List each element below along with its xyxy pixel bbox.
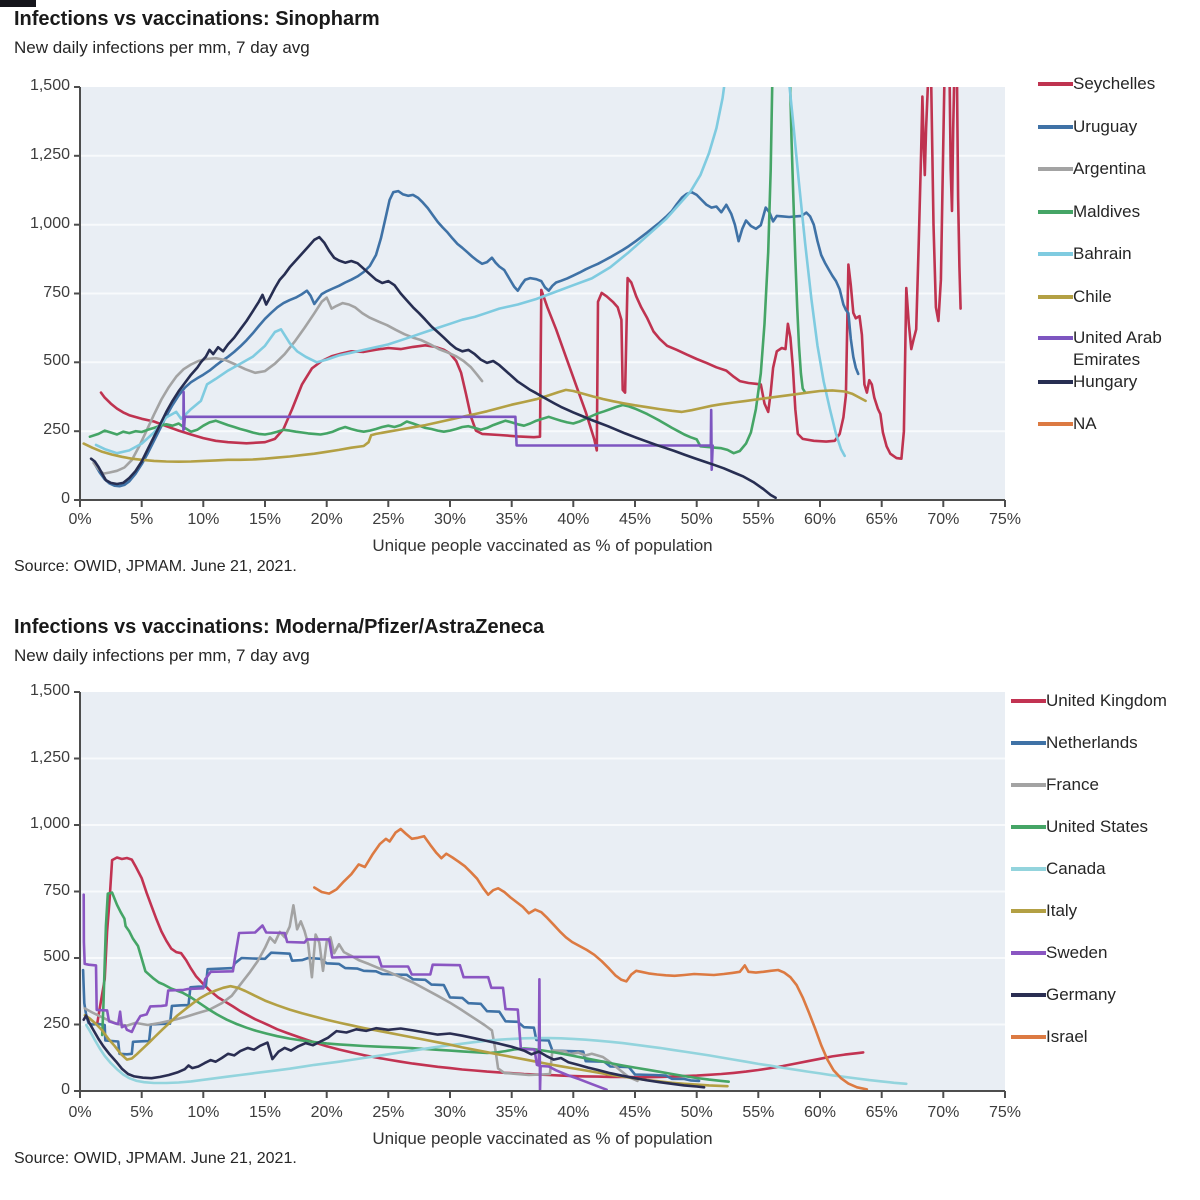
- x-tick-label-1-2: 10%: [187, 1104, 220, 1121]
- x-tick-label-0-11: 55%: [742, 511, 775, 528]
- legend-item-italy: [1011, 899, 1077, 923]
- y-tick-label-1-2: 500: [43, 948, 70, 965]
- x-tick-label-0-5: 25%: [372, 511, 405, 528]
- x-tick-label-0-10: 50%: [680, 511, 713, 528]
- x-tick-label-0-4: 20%: [310, 511, 343, 528]
- legend-label: Bahrain: [1073, 244, 1132, 263]
- x-tick-label-0-12: 60%: [803, 511, 837, 528]
- x-tick-label-1-10: 50%: [680, 1104, 713, 1121]
- legend-label: Canada: [1046, 859, 1106, 878]
- legend-label: United Kingdom: [1046, 691, 1167, 710]
- x-tick-label-1-3: 15%: [248, 1104, 282, 1121]
- chart-subtitle-sinopharm: New daily infections per mm, 7 day avg: [14, 38, 310, 57]
- legend-swatch-icon: [1011, 1035, 1046, 1039]
- chart-title-sinopharm: Infections vs vaccinations: Sinopharm: [14, 8, 380, 30]
- legend-label: Argentina: [1073, 159, 1146, 178]
- legend-item-germany: [1011, 983, 1116, 1007]
- screenshot-crop-artifact: [0, 0, 36, 7]
- legend-label: Netherlands: [1046, 733, 1138, 752]
- legend-label: Italy: [1046, 901, 1078, 920]
- legend-swatch-icon: [1011, 867, 1046, 871]
- legend-item-bahrain: [1038, 242, 1132, 266]
- x-tick-label-1-12: 60%: [803, 1104, 837, 1121]
- x-tick-label-1-9: 45%: [618, 1104, 652, 1121]
- y-tick-label-0-1: 250: [43, 421, 70, 439]
- chart-canvas-0: [60, 81, 1020, 516]
- legend-label: Chile: [1073, 287, 1112, 306]
- x-tick-label-1-11: 55%: [742, 1104, 775, 1121]
- legend-item-argentina: [1038, 157, 1146, 181]
- x-tick-label-0-0: 0%: [68, 511, 92, 528]
- legend-swatch-icon: [1038, 82, 1073, 86]
- x-tick-label-0-6: 30%: [433, 511, 467, 528]
- legend-swatch-icon: [1011, 951, 1046, 955]
- y-tick-label-0-4: 1,000: [29, 214, 70, 232]
- legend-swatch-icon: [1011, 993, 1046, 997]
- legend-swatch-icon: [1038, 295, 1073, 299]
- legend-item-chile: [1038, 285, 1112, 309]
- legend-item-na: [1038, 412, 1097, 436]
- chart-subtitle-mrna: New daily infections per mm, 7 day avg: [14, 646, 310, 665]
- legend-item-israel: [1011, 1025, 1088, 1049]
- legend-item-united-kingdom: [1011, 689, 1167, 713]
- legend-label: Seychelles: [1073, 74, 1156, 93]
- legend-swatch-icon: [1038, 167, 1073, 171]
- x-tick-label-0-9: 45%: [618, 511, 652, 528]
- x-tick-label-0-14: 70%: [927, 511, 960, 528]
- x-tick-label-0-2: 10%: [187, 511, 220, 528]
- x-axis-label-mrna: Unique people vaccinated as % of population: [372, 1129, 713, 1148]
- legend-swatch-icon: [1011, 741, 1046, 745]
- y-tick-label-1-5: 1,250: [29, 748, 70, 766]
- legend-label: United Arab Emirates: [1073, 328, 1162, 369]
- x-tick-label-0-3: 15%: [248, 511, 282, 528]
- x-tick-label-1-13: 65%: [865, 1104, 898, 1121]
- x-tick-label-0-7: 35%: [495, 511, 528, 528]
- legend-swatch-icon: [1038, 380, 1073, 384]
- legend-swatch-icon: [1038, 125, 1073, 129]
- y-tick-label-0-3: 750: [43, 283, 70, 301]
- y-tick-label-1-0: 0: [61, 1081, 70, 1098]
- x-tick-label-1-4: 20%: [310, 1104, 343, 1121]
- legend-label: France: [1046, 775, 1099, 794]
- legend-item-canada: [1011, 857, 1106, 881]
- y-tick-label-1-3: 750: [43, 881, 70, 899]
- x-tick-label-0-13: 65%: [865, 511, 898, 528]
- legend-item-united-states: [1011, 815, 1148, 839]
- x-tick-label-0-15: 75%: [988, 511, 1022, 528]
- legend-label: Sweden: [1046, 943, 1108, 962]
- x-tick-label-0-8: 40%: [557, 511, 590, 528]
- legend-swatch-icon: [1011, 909, 1046, 913]
- legend-item-seychelles: [1038, 72, 1155, 96]
- legend-label: Hungary: [1073, 372, 1138, 391]
- y-tick-label-1-6: 1,500: [29, 682, 70, 699]
- legend-item-netherlands: [1011, 731, 1138, 755]
- legend-item-united-arab-emirates: [1038, 327, 1185, 371]
- x-tick-label-0-1: 5%: [130, 511, 154, 528]
- legend-item-maldives: [1038, 200, 1140, 224]
- legend-label: Maldives: [1073, 202, 1141, 221]
- legend-swatch-icon: [1038, 336, 1073, 340]
- legend-swatch-icon: [1038, 422, 1073, 426]
- legend-label: United States: [1046, 817, 1149, 836]
- y-tick-label-0-0: 0: [61, 490, 70, 507]
- legend-item-sweden: [1011, 941, 1107, 965]
- y-tick-label-0-5: 1,250: [29, 145, 70, 163]
- legend-swatch-icon: [1011, 783, 1046, 787]
- legend-label: NA: [1073, 414, 1097, 433]
- x-tick-label-1-1: 5%: [130, 1104, 154, 1121]
- x-tick-label-1-8: 40%: [557, 1104, 590, 1121]
- x-axis-label-sinopharm: Unique people vaccinated as % of population: [372, 536, 713, 555]
- y-tick-label-0-2: 500: [43, 352, 70, 370]
- chart-title-mrna: Infections vs vaccinations: Moderna/Pfizer/AstraZeneca: [14, 616, 545, 638]
- legend-label: Germany: [1046, 985, 1116, 1004]
- y-tick-label-0-6: 1,500: [29, 77, 70, 94]
- x-tick-label-1-5: 25%: [372, 1104, 405, 1121]
- legend-swatch-icon: [1011, 825, 1046, 829]
- legend-item-france: [1011, 773, 1099, 797]
- legend-label: Uruguay: [1073, 117, 1138, 136]
- legend-item-uruguay: [1038, 115, 1137, 139]
- x-tick-label-1-0: 0%: [68, 1104, 92, 1121]
- x-tick-label-1-14: 70%: [927, 1104, 960, 1121]
- x-tick-label-1-7: 35%: [495, 1104, 528, 1121]
- y-tick-label-1-1: 250: [43, 1014, 70, 1032]
- y-tick-label-1-4: 1,000: [29, 815, 70, 832]
- legend-swatch-icon: [1038, 252, 1073, 256]
- x-tick-label-1-6: 30%: [433, 1104, 467, 1121]
- legend-swatch-icon: [1011, 699, 1046, 703]
- source-note-sinopharm: Source: OWID, JPMAM. June 21, 2021.: [14, 558, 297, 575]
- legend-label: Israel: [1046, 1027, 1088, 1046]
- x-tick-label-1-15: 75%: [988, 1104, 1022, 1121]
- source-note-mrna: Source: OWID, JPMAM. June 21, 2021.: [14, 1150, 297, 1167]
- legend-swatch-icon: [1038, 210, 1073, 214]
- legend-item-hungary: [1038, 370, 1137, 394]
- chart-canvas-1: [60, 686, 1020, 1107]
